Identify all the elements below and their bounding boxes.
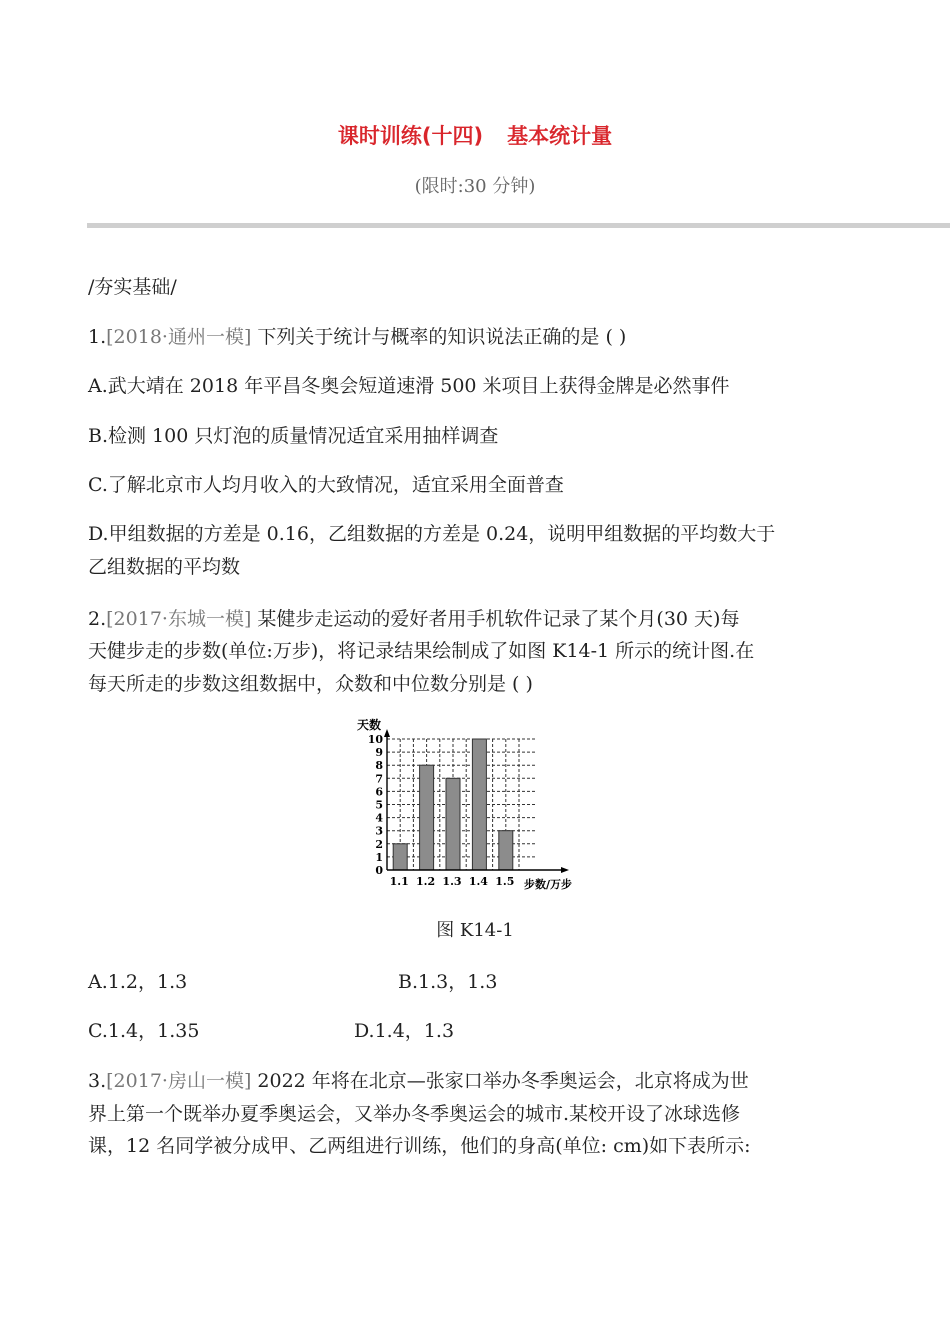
x-axis-arrow <box>561 867 569 873</box>
q3-stem-line3: 课，12 名同学被分成甲、乙两组进行训练，他们的身高(单位: cm)如下表所示: <box>88 1135 751 1157</box>
y-tick-label: 5 <box>375 798 383 812</box>
bar <box>446 778 460 870</box>
x-tick-label: 1.1 <box>389 875 409 888</box>
y-axis-label: 天数 <box>357 718 382 732</box>
q1-stem-line <box>88 322 626 349</box>
q1-option-d-cont: 乙组数据的平均数 <box>88 556 241 578</box>
y-tick-label: 6 <box>375 785 383 799</box>
x-tick-label: 1.4 <box>468 875 488 888</box>
header-divider <box>87 223 950 228</box>
q1-option-d: D.甲组数据的方差是 0.16，乙组数据的方差是 0.24，说明甲组数据的平均数大于 <box>88 523 776 545</box>
x-tick-label: 1.3 <box>442 875 462 888</box>
q1-option-b: B.检测 100 只灯泡的质量情况适宜采用抽样调查 <box>88 425 499 447</box>
page-title <box>0 120 950 150</box>
bar <box>393 844 407 870</box>
q2-option-c: C.1.4，1.35 <box>88 1020 200 1042</box>
figure-caption: 图 K14-1 <box>436 920 514 941</box>
q3-stem-line2: 界上第一个既举办夏季奥运会，又举办冬季奥运会的城市.某校开设了冰球选修 <box>88 1103 741 1125</box>
q1-option-c: C.了解北京市人均月收入的大致情况，适宜采用全面普查 <box>88 474 564 496</box>
q2-stem-line3: 每天所走的步数这组数据中，众数和中位数分别是 ( ) <box>88 673 533 695</box>
q3-number: 3. <box>88 1070 107 1092</box>
q2-option-a: A.1.2，1.3 <box>88 971 188 993</box>
q2-number: 2. <box>88 608 107 630</box>
y-tick-label: 0 <box>375 864 383 877</box>
bar <box>499 831 513 870</box>
bar <box>420 765 434 870</box>
q3-source: [2017·房山一模] <box>106 1070 252 1092</box>
y-tick-label: 2 <box>375 837 383 851</box>
time-limit: (限时:30 分钟) <box>414 176 536 197</box>
x-axis-label: 步数/万步 <box>524 878 573 891</box>
q1-number: 1. <box>88 326 107 348</box>
y-tick-label: 10 <box>367 733 383 746</box>
y-axis-arrow <box>384 729 390 737</box>
q2-stem-line1 <box>88 604 739 631</box>
q2-text1: 某健步走运动的爱好者用手机软件记录了某个月(30 天)每 <box>257 608 740 630</box>
q3-stem-line1 <box>88 1066 749 1093</box>
q2-option-b: B.1.3，1.3 <box>398 971 498 993</box>
step-count-bar-chart <box>355 713 595 893</box>
y-tick-label: 9 <box>375 746 383 760</box>
y-tick-label: 8 <box>375 759 383 773</box>
q1-stem: 下列关于统计与概率的知识说法正确的是 ( ) <box>257 326 627 348</box>
title-main: 课时训练(十四) <box>337 124 484 148</box>
q2-source: [2017·东城一模] <box>106 608 252 630</box>
y-tick-label: 7 <box>375 772 383 786</box>
q1-source: [2018·通州一模] <box>106 326 252 348</box>
q2-option-d: D.1.4，1.3 <box>354 1020 455 1042</box>
q2-stem-line2: 天健步走的步数(单位:万步)，将记录结果绘制成了如图 K14-1 所示的统计图.在 <box>88 640 755 662</box>
y-tick-label: 1 <box>375 850 383 864</box>
bar <box>472 739 486 870</box>
q3-text1: 2022 年将在北京—张家口举办冬季奥运会，北京将成为世 <box>257 1070 749 1092</box>
x-tick-label: 1.5 <box>495 875 515 888</box>
q1-option-a: A.武大靖在 2018 年平昌冬奥会短道速滑 500 米项目上获得金牌是必然事件 <box>88 375 730 397</box>
y-tick-label: 3 <box>375 824 383 838</box>
y-tick-label: 4 <box>375 811 383 825</box>
section-label: /夯实基础/ <box>88 276 177 298</box>
x-tick-label: 1.2 <box>416 875 436 888</box>
title-sub: 基本统计量 <box>507 124 613 148</box>
